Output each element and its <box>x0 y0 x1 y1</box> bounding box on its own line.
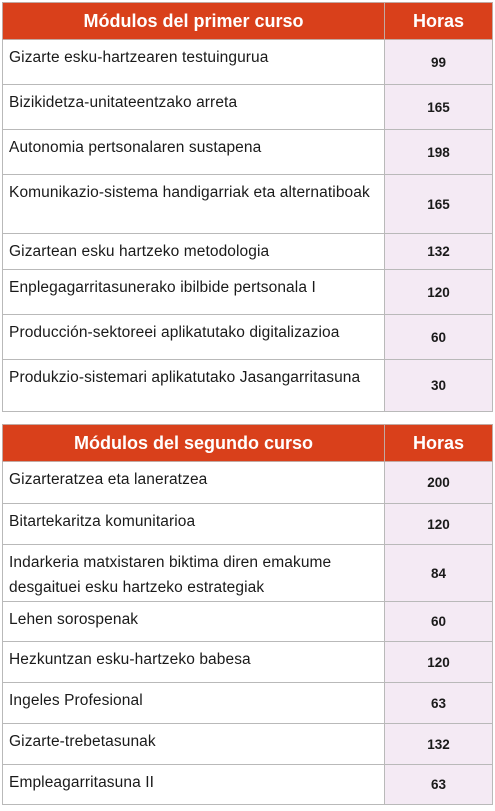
module-hours: 60 <box>385 602 493 642</box>
module-hours: 63 <box>385 683 493 724</box>
module-hours: 198 <box>385 130 493 175</box>
table-row <box>3 504 493 545</box>
module-name: Gizarte esku-hartzearen testuingurua <box>3 40 385 85</box>
module-name: Gizarte-trebetasunak <box>3 724 385 765</box>
module-hours: 84 <box>385 545 493 602</box>
module-hours: 132 <box>385 724 493 765</box>
column-header-module: Módulos del primer curso <box>3 3 385 40</box>
module-hours: 200 <box>385 462 493 504</box>
module-name: Indarkeria matxistaren biktima diren emakume desgaituei esku hartzeko estrategiak <box>3 545 385 602</box>
module-name: Lehen sorospenak <box>3 602 385 642</box>
module-name: Empleagarritasuna II <box>3 765 385 805</box>
table-row <box>3 40 493 85</box>
column-header-module: Módulos del segundo curso <box>3 425 385 462</box>
table-row <box>3 130 493 175</box>
first-course-table <box>2 2 493 412</box>
module-hours: 132 <box>385 234 493 270</box>
table-row <box>3 724 493 765</box>
module-hours: 120 <box>385 270 493 315</box>
module-hours: 165 <box>385 85 493 130</box>
table-row <box>3 315 493 360</box>
table-row <box>3 270 493 315</box>
table-row <box>3 360 493 412</box>
module-hours: 60 <box>385 315 493 360</box>
module-name: Hezkuntzan esku-hartzeko babesa <box>3 642 385 683</box>
module-name: Producción-sektoreei aplikatutako digitalizazioa <box>3 315 385 360</box>
table-row <box>3 642 493 683</box>
table-row <box>3 545 493 602</box>
table-header-row <box>3 3 493 40</box>
table-row <box>3 175 493 234</box>
module-hours: 99 <box>385 40 493 85</box>
module-hours: 120 <box>385 642 493 683</box>
module-name: Bizikidetza-unitateentzako arreta <box>3 85 385 130</box>
table-row <box>3 85 493 130</box>
table-header-row <box>3 425 493 462</box>
module-name: Gizarteratzea eta laneratzea <box>3 462 385 504</box>
module-name: Produkzio-sistemari aplikatutako Jasangarritasuna <box>3 360 385 412</box>
module-hours: 30 <box>385 360 493 412</box>
table-row <box>3 602 493 642</box>
second-course-table <box>2 424 493 805</box>
table-row <box>3 234 493 270</box>
module-hours: 165 <box>385 175 493 234</box>
module-name: Komunikazio-sistema handigarriak eta alternatiboak <box>3 175 385 234</box>
module-name: Autonomia pertsonalaren sustapena <box>3 130 385 175</box>
module-hours: 63 <box>385 765 493 805</box>
table-row <box>3 462 493 504</box>
table-row <box>3 683 493 724</box>
column-header-hours: Horas <box>385 3 493 40</box>
module-name: Ingeles Profesional <box>3 683 385 724</box>
column-header-hours: Horas <box>385 425 493 462</box>
table-row <box>3 765 493 805</box>
module-name: Enplegagarritasunerako ibilbide pertsonala I <box>3 270 385 315</box>
module-name: Gizartean esku hartzeko metodologia <box>3 234 385 270</box>
module-hours: 120 <box>385 504 493 545</box>
module-name: Bitartekaritza komunitarioa <box>3 504 385 545</box>
